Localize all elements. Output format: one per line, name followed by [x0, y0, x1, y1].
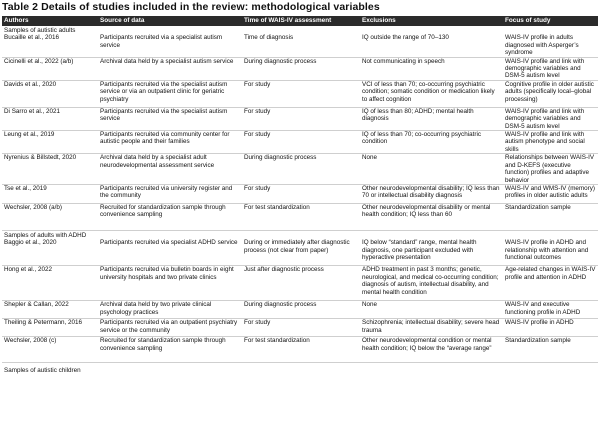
cell-focus: WAIS-IV profile and link with autism phenotype and social skills	[503, 131, 598, 154]
cell-exclusions: IQ outside the range of 70–130	[360, 34, 503, 57]
header-source: Source of data	[98, 16, 242, 26]
cell-time: For test standardization	[242, 203, 360, 230]
header-authors: Authors	[2, 16, 98, 26]
cell-source: Participants recruited via the specialist autism service or via an outpatient clinic for geriatric psychiatry	[98, 80, 242, 107]
cell-exclusions: Other neurodevelopmental condition or mental health condition; IQ below the “average range”	[360, 337, 503, 363]
cell-time: For study	[242, 80, 360, 107]
group-row	[2, 26, 598, 34]
cell-focus: WAIS-IV profile in adults diagnosed with Asperger’s syndrome	[503, 34, 598, 57]
cell-author: Shepler & Callan, 2022	[2, 301, 98, 319]
table-row	[2, 266, 598, 301]
table-row	[2, 203, 598, 230]
cell-source: Archival data held by a specialist autism service	[98, 57, 242, 80]
table-row	[2, 154, 598, 185]
table-row	[2, 80, 598, 107]
group-row	[2, 230, 598, 239]
cell-exclusions: Other neurodevelopmental disability or mental health condition; IQ less than 60	[360, 203, 503, 230]
cell-author: Hong et al., 2022	[2, 266, 98, 301]
cell-time: Time of diagnosis	[242, 34, 360, 57]
cell-focus: Relationships between WAIS-IV and D-KEFS (executive function) profiles and adaptive behavior	[503, 154, 598, 185]
cell-focus: WAIS-IV and executive functioning profile in ADHD	[503, 301, 598, 319]
table-row	[2, 57, 598, 80]
table-row	[2, 319, 598, 337]
cell-focus: Standardization sample	[503, 203, 598, 230]
cell-author: Davids et al., 2020	[2, 80, 98, 107]
cell-exclusions: Schizophrenia; intellectual disability; severe head trauma	[360, 319, 503, 337]
table-row	[2, 239, 598, 266]
header-focus: Focus of study	[503, 16, 598, 26]
cell-source: Participants recruited via bulletin boards in eight university hospitals and two private clinics	[98, 266, 242, 301]
header-time: Time of WAIS-IV assessment	[242, 16, 360, 26]
cell-time: For study	[242, 184, 360, 203]
cell-source: Participants recruited via university register and the community	[98, 184, 242, 203]
table-row	[2, 337, 598, 363]
cell-focus: WAIS-IV profile in ADHD and relationship with attention and functional outcomes	[503, 239, 598, 266]
cell-source: Recruited for standardization sample through convenience sampling	[98, 203, 242, 230]
cell-exclusions: ADHD treatment in past 3 months; genetic, neurological, and medical co-occurring condition; diagnosis of autism, intellectual disability, and mental health condition	[360, 266, 503, 301]
cell-exclusions: VCI of less than 70; co-occurring psychiatric condition; somatic condition or medication likely to affect cognition	[360, 80, 503, 107]
cell-author: Wechsler, 2008 (a/b)	[2, 203, 98, 230]
cell-author: Nyrenius & Billstedt, 2020	[2, 154, 98, 185]
cell-author: Bucaille et al., 2016	[2, 34, 98, 57]
group-label: Samples of autistic children	[4, 367, 81, 375]
cell-time: During diagnostic process	[242, 154, 360, 185]
group-row	[2, 363, 598, 375]
cell-exclusions: None	[360, 154, 503, 185]
cell-source: Participants recruited via the specialist autism service	[98, 107, 242, 130]
cell-focus: WAIS-IV and WMS-IV (memory) profiles in older autistic adults	[503, 184, 598, 203]
cell-focus: Standardization sample	[503, 337, 598, 363]
cell-author: Tse et al., 2019	[2, 184, 98, 203]
cell-time: During diagnostic process	[242, 57, 360, 80]
cell-source: Archival data held by two private clinical psychology practices	[98, 301, 242, 319]
cell-author: Theiling & Petermann, 2016	[2, 319, 98, 337]
group-label: Samples of adults with ADHD	[4, 231, 87, 239]
cell-exclusions: Not communicating in speech	[360, 57, 503, 80]
cell-source: Participants recruited via a specialist autism service	[98, 34, 242, 57]
cell-time: During or immediately after diagnostic process (not clear from paper)	[242, 239, 360, 266]
cell-focus: WAIS-IV profile in ADHD	[503, 319, 598, 337]
header-exclusions: Exclusions	[360, 16, 503, 26]
cell-source: Participants recruited via community center for autistic people and their families	[98, 131, 242, 154]
cell-time: During diagnostic process	[242, 301, 360, 319]
table-row	[2, 301, 598, 319]
cell-exclusions: IQ below “standard” range, mental health diagnosis, one participant excluded with hyperactive presentation	[360, 239, 503, 266]
table-row	[2, 34, 598, 57]
table-row	[2, 131, 598, 154]
cell-time: For test standardization	[242, 337, 360, 363]
cell-exclusions: IQ of less than 80; ADHD; mental health diagnosis	[360, 107, 503, 130]
table-title: Table 2 Details of studies included in the review: methodological variables	[2, 1, 380, 13]
cell-focus: Age-related changes in WAIS-IV profile and attention in ADHD	[503, 266, 598, 301]
cell-source: Participants recruited via specialist ADHD service	[98, 239, 242, 266]
cell-author: Leung et al., 2019	[2, 131, 98, 154]
cell-time: Just after diagnostic process	[242, 266, 360, 301]
cell-source: Participants recruited via an outpatient psychiatry service or the community	[98, 319, 242, 337]
methodology-table	[2, 16, 598, 375]
cell-focus: WAIS-IV profile and link with demographic variables and DSM-5 autism level	[503, 107, 598, 130]
cell-author: Cicinelli et al., 2022 (a/b)	[2, 57, 98, 80]
cell-exclusions: IQ of less than 70; co-occurring psychiatric condition	[360, 131, 503, 154]
cell-source: Recruited for standardization sample through convenience sampling	[98, 337, 242, 363]
table-row	[2, 107, 598, 130]
table-row	[2, 184, 598, 203]
cell-focus: Cognitive profile in older autistic adults (specifically local–global processing)	[503, 80, 598, 107]
cell-author: Di Sarro et al., 2021	[2, 107, 98, 130]
cell-time: For study	[242, 107, 360, 130]
cell-focus: WAIS-IV profile and link with demographic variables and DSM-5 autism level	[503, 57, 598, 80]
cell-author: Baggio et al., 2020	[2, 239, 98, 266]
header-row	[2, 16, 598, 26]
cell-exclusions: Other neurodevelopmental disability; IQ less than 70 or intellectual disability diagnosis	[360, 184, 503, 203]
group-label: Samples of autistic adults	[4, 27, 76, 34]
cell-time: For study	[242, 319, 360, 337]
cell-author: Wechsler, 2008 (c)	[2, 337, 98, 363]
cell-time: For study	[242, 131, 360, 154]
cell-source: Archival data held by a specialist adult neurodevelopmental assessment service	[98, 154, 242, 185]
cell-exclusions: None	[360, 301, 503, 319]
